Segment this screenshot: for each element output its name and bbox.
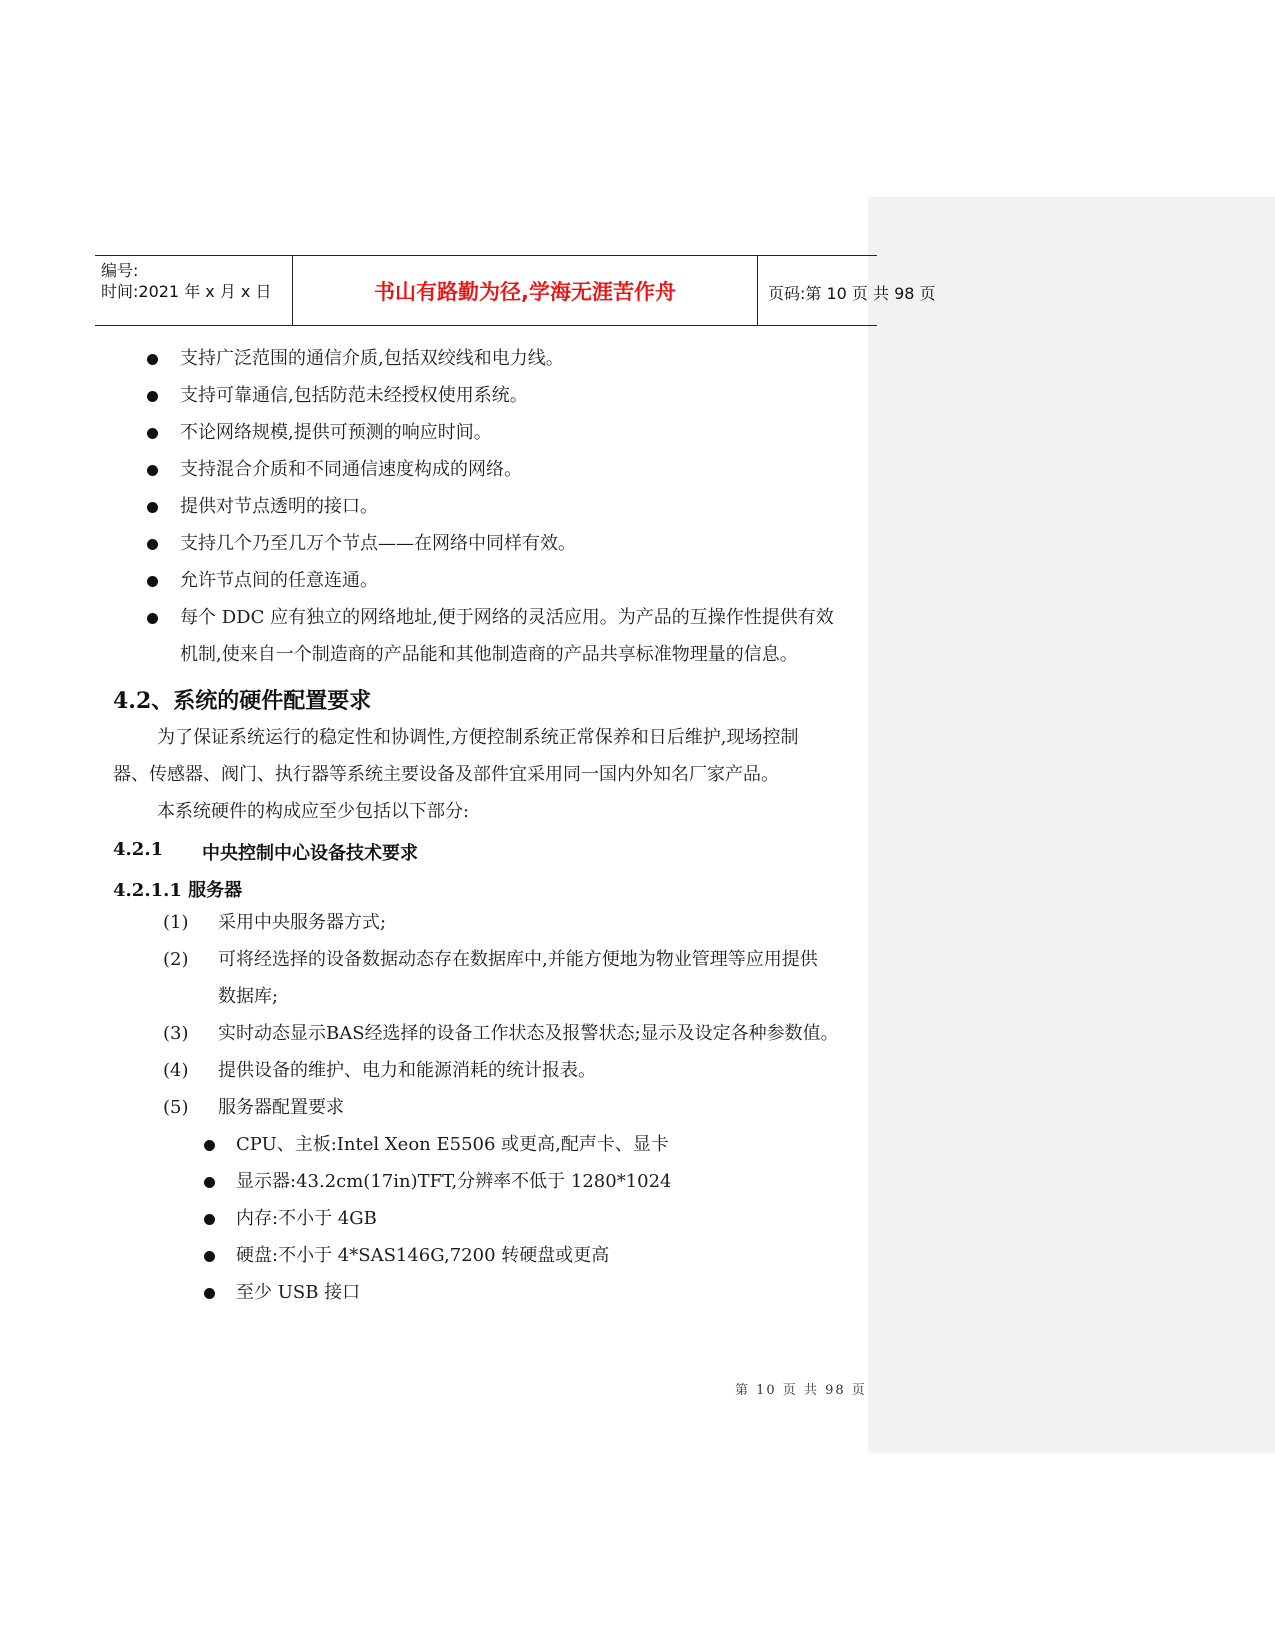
- list-item: 提供对节点透明的接口。: [180, 496, 378, 517]
- list-item-continuation: 数据库;: [218, 986, 279, 1007]
- item-number: (4): [163, 1060, 189, 1081]
- bullet-dot-icon: [147, 354, 158, 365]
- bullet-dot-icon: [147, 539, 158, 550]
- section-heading-4-2-1: 中央控制中心设备技术要求: [202, 843, 418, 864]
- bullet-dot-icon: [147, 391, 158, 402]
- list-item: 实时动态显示BAS经选择的设备工作状态及报警状态;显示及设定各种参数值。: [218, 1023, 839, 1044]
- list-item: 支持几个乃至几万个节点——在网络中同样有效。: [180, 533, 576, 554]
- paragraph-line: 为了保证系统运行的稳定性和协调性,方便控制系统正常保养和日后维护,现场控制: [157, 727, 799, 748]
- list-item: 每个 DDC 应有独立的网络地址,便于网络的灵活应用。为产品的互操作性提供有效: [180, 607, 834, 628]
- section-heading-4-2-1-1: 4.2.1.1 服务器: [113, 880, 243, 901]
- list-item: CPU、主板:Intel Xeon E5506 或更高,配声卡、显卡: [236, 1134, 669, 1155]
- bullet-dot-icon: [204, 1288, 215, 1299]
- header-code-label: 编号:: [101, 261, 139, 280]
- header-right-cell: [758, 256, 936, 325]
- item-number: (5): [163, 1097, 189, 1118]
- bullet-dot-icon: [147, 502, 158, 513]
- list-item: 支持可靠通信,包括防范未经授权使用系统。: [180, 385, 528, 406]
- page-header: [95, 255, 936, 326]
- bullet-dot-icon: [204, 1177, 215, 1188]
- bullet-dot-icon: [147, 613, 158, 624]
- page-footer: 第 10 页 共 98 页: [735, 1383, 867, 1398]
- item-number: (2): [163, 949, 189, 970]
- list-item-continuation: 机制,使来自一个制造商的产品能和其他制造商的产品共享标准物理量的信息。: [180, 644, 798, 665]
- list-item: 提供设备的维护、电力和能源消耗的统计报表。: [218, 1060, 596, 1081]
- list-item: 至少 USB 接口: [236, 1282, 361, 1303]
- comment-margin-panel: [868, 197, 1275, 1453]
- header-motto: 书山有路勤为径,学海无涯苦作舟: [374, 280, 676, 304]
- item-number: (1): [163, 912, 189, 933]
- bullet-dot-icon: [204, 1140, 215, 1151]
- list-item: 内存:不小于 4GB: [236, 1208, 377, 1229]
- paragraph-line: 器、传感器、阀门、执行器等系统主要设备及部件宜采用同一国内外知名厂家产品。: [113, 764, 779, 785]
- header-page-label: 页码:第 10 页 共 98 页: [768, 284, 936, 303]
- section-heading-4-2: 4.2、系统的硬件配置要求: [113, 688, 372, 714]
- list-item: 支持广泛范围的通信介质,包括双绞线和电力线。: [180, 348, 564, 369]
- header-left-cell: [95, 256, 292, 325]
- bullet-dot-icon: [147, 428, 158, 439]
- header-middle-cell: [292, 256, 758, 325]
- list-item: 不论网络规模,提供可预测的响应时间。: [180, 422, 492, 443]
- list-item: 支持混合介质和不同通信速度构成的网络。: [180, 459, 522, 480]
- list-item: 可将经选择的设备数据动态存在数据库中,并能方便地为物业管理等应用提供: [218, 949, 818, 970]
- list-item: 显示器:43.2cm(17in)TFT,分辨率不低于 1280*1024: [236, 1171, 672, 1192]
- bullet-dot-icon: [147, 576, 158, 587]
- paragraph-line: 本系统硬件的构成应至少包括以下部分:: [157, 801, 470, 822]
- header-time-label: 时间:2021 年 x 月 x 日: [101, 282, 272, 301]
- list-item: 服务器配置要求: [218, 1097, 344, 1118]
- item-number: (3): [163, 1023, 189, 1044]
- bullet-dot-icon: [147, 465, 158, 476]
- section-number-4-2-1: 4.2.1: [113, 839, 164, 860]
- list-item: 硬盘:不小于 4*SAS146G,7200 转硬盘或更高: [236, 1245, 610, 1266]
- list-item: 允许节点间的任意连通。: [180, 570, 378, 591]
- list-item: 采用中央服务器方式;: [218, 912, 387, 933]
- bullet-dot-icon: [204, 1251, 215, 1262]
- bullet-dot-icon: [204, 1214, 215, 1225]
